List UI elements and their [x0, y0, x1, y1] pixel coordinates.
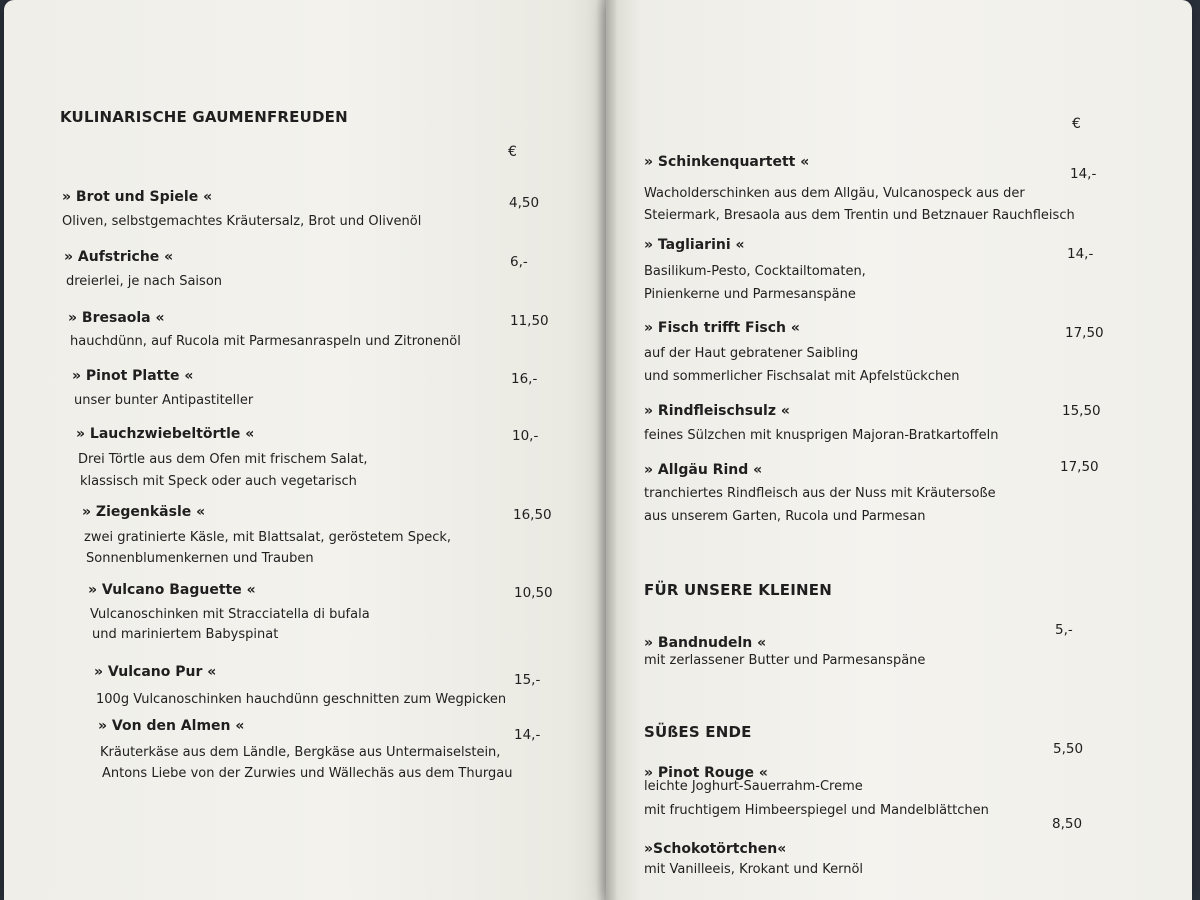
currency-symbol: € [508, 144, 517, 160]
item-description: hauchdünn, auf Rucola mit Parmesanraspeln und Zitronenöl [70, 334, 461, 349]
item-description: und mariniertem Babyspinat [92, 627, 279, 642]
item-description: tranchiertes Rindfleisch aus der Nuss mit Kräutersoße [644, 486, 996, 501]
item-name: » Aufstriche « [64, 249, 174, 265]
item-price: 14,- [514, 727, 541, 743]
item-price: 6,- [510, 254, 528, 270]
item-description: Oliven, selbstgemachtes Kräutersalz, Brot und Olivenöl [62, 214, 422, 229]
item-description: Sonnenblumenkernen und Trauben [86, 551, 314, 566]
item-description: und sommerlicher Fischsalat mit Apfelstückchen [644, 369, 960, 384]
menu-right-page [606, 0, 1192, 900]
book-spine-shadow [596, 0, 618, 900]
item-description: Antons Liebe von der Zurwies und Wällechäs aus dem Thurgau [102, 766, 513, 781]
item-name: » Pinot Rouge « [644, 765, 768, 781]
item-price: 15,- [514, 672, 541, 688]
item-price: 15,50 [1062, 403, 1101, 419]
item-description: Basilikum-Pesto, Cocktailtomaten, [644, 264, 866, 279]
item-price: 16,- [511, 371, 538, 387]
item-description: dreierlei, je nach Saison [66, 274, 223, 289]
item-price: 10,- [512, 428, 539, 444]
item-name: » Lauchzwiebeltörtle « [76, 426, 255, 442]
item-name: » Vulcano Pur « [94, 664, 217, 680]
item-description: unser bunter Antipastiteller [74, 393, 254, 408]
item-description: mit zerlassener Butter und Parmesanspäne [644, 653, 926, 668]
item-name: » Rindfleischsulz « [644, 403, 790, 419]
currency-symbol: € [1072, 116, 1081, 132]
item-description: Pinienkerne und Parmesanspäne [644, 287, 856, 302]
item-name: » Schinkenquartett « [644, 154, 810, 170]
item-description: Wacholderschinken aus dem Allgäu, Vulcanospeck aus der [644, 186, 1025, 201]
item-price: 17,50 [1065, 325, 1104, 341]
menu-left-page [4, 0, 616, 900]
section-heading-dessert: SÜßES ENDE [644, 723, 752, 741]
item-name: » Brot und Spiele « [62, 189, 213, 205]
section-heading-kulinarische: KULINARISCHE GAUMENFREUDEN [60, 108, 348, 126]
item-description: Steiermark, Bresaola aus dem Trentin und Betznauer Rauchfleisch [644, 208, 1075, 223]
item-description: mit Vanilleeis, Krokant und Kernöl [644, 862, 864, 877]
item-description: Kräuterkäse aus dem Ländle, Bergkäse aus Untermaiselstein, [100, 745, 501, 760]
item-description: Vulcanoschinken mit Stracciatella di bufala [90, 607, 370, 622]
item-description: mit fruchtigem Himbeerspiegel und Mandelblättchen [644, 803, 989, 818]
item-name: » Tagliarini « [644, 237, 745, 253]
section-heading-kids: FÜR UNSERE KLEINEN [644, 581, 832, 599]
item-name: » Allgäu Rind « [644, 462, 763, 478]
item-price: 14,- [1070, 166, 1097, 182]
item-price: 11,50 [510, 313, 549, 329]
item-name: » Fisch trifft Fisch « [644, 320, 800, 336]
item-price: 17,50 [1060, 459, 1099, 475]
item-price: 16,50 [513, 507, 552, 523]
item-price: 5,50 [1053, 741, 1084, 757]
item-description: zwei gratinierte Käsle, mit Blattsalat, geröstetem Speck, [84, 530, 452, 545]
item-name: » Pinot Platte « [72, 368, 194, 384]
item-name: » Bandnudeln « [644, 635, 767, 651]
item-price: 5,- [1055, 622, 1073, 638]
item-description: Drei Törtle aus dem Ofen mit frischem Salat, [78, 452, 368, 467]
item-description: aus unserem Garten, Rucola und Parmesan [644, 509, 926, 524]
item-name: » Vulcano Baguette « [88, 582, 256, 598]
item-description: auf der Haut gebratener Saibling [644, 346, 859, 361]
item-price: 8,50 [1052, 816, 1083, 832]
item-description: leichte Joghurt-Sauerrahm-Creme [644, 779, 863, 794]
item-description: klassisch mit Speck oder auch vegetarisch [80, 474, 357, 489]
item-name: » Ziegenkäsle « [82, 504, 206, 520]
item-name: » Bresaola « [68, 310, 165, 326]
item-price: 14,- [1067, 246, 1094, 262]
item-name: »Schokotörtchen« [644, 841, 787, 857]
item-price: 10,50 [514, 585, 553, 601]
item-description: 100g Vulcanoschinken hauchdünn geschnitten zum Wegpicken [96, 692, 507, 707]
item-name: » Von den Almen « [98, 718, 245, 734]
item-description: feines Sülzchen mit knusprigen Majoran-Bratkartoffeln [644, 428, 999, 443]
item-price: 4,50 [509, 195, 540, 211]
